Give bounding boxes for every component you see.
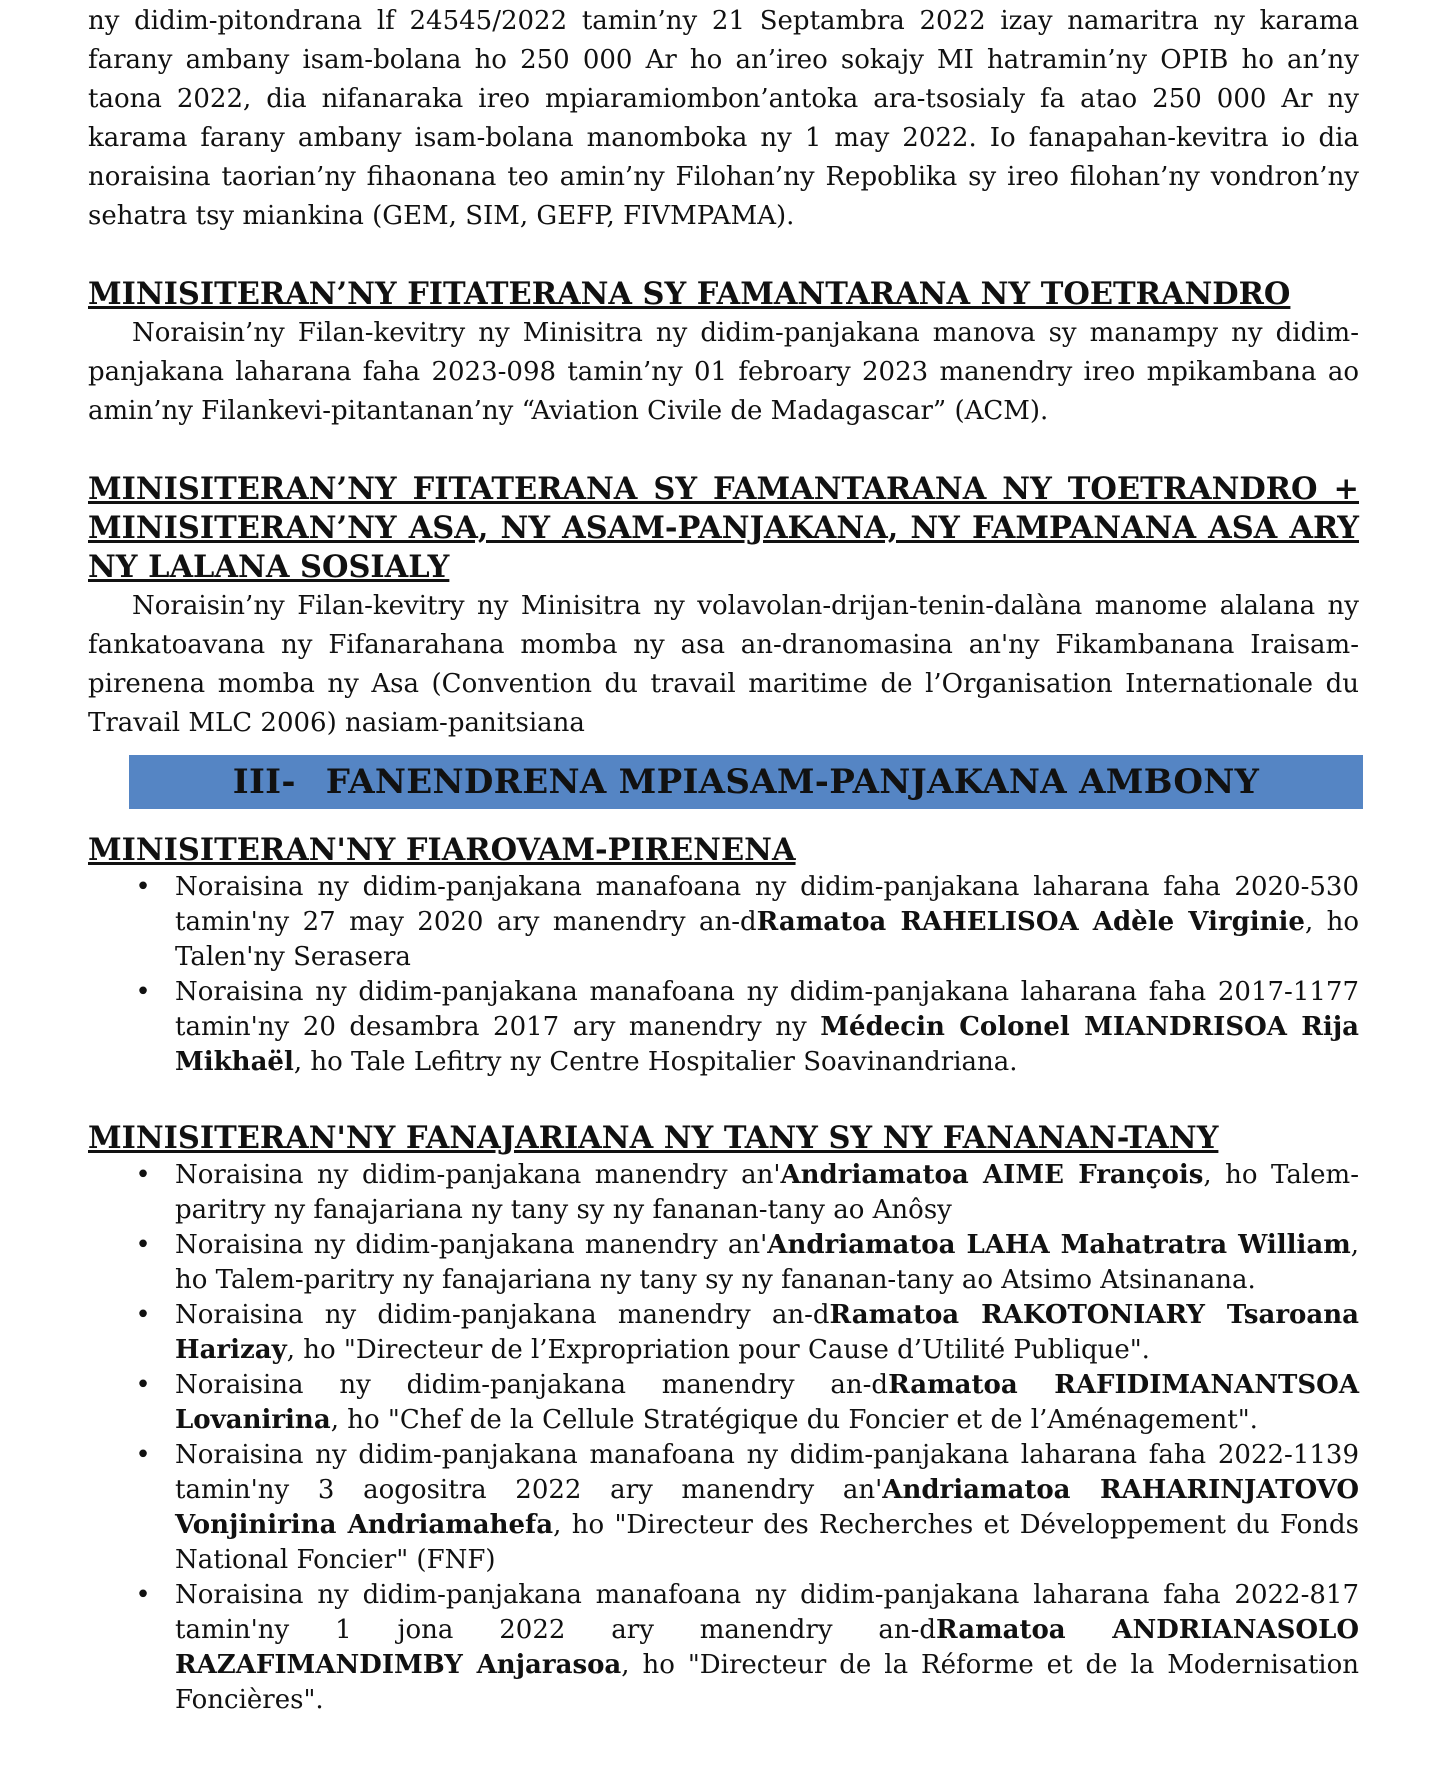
list-item: • Noraisina ny didim-panjakana manendry an'Andriamatoa AIME François, ho Talem-paritry ny fanajariana ny tany sy ny fananan-tany ao Anôsy [88, 1158, 1359, 1228]
spacer [88, 236, 1359, 275]
appointee-name: Andriamatoa AIME François [780, 1160, 1204, 1190]
bullet-icon: • [135, 1160, 151, 1190]
list-item: • Noraisina ny didim-panjakana manafoana ny didim-panjakana laharana faha 2017-1177 tamin'ny 20 desambra 2017 ary manendry ny Médecin Colonel MIANDRISOA Rija Mikhaël, ho Tale Lefitry ny Centre Hospitalier Soavinandriana. [88, 975, 1359, 1080]
spacer [88, 809, 1359, 831]
land-appointments-list [88, 1158, 1359, 1718]
bullet-icon: • [135, 1440, 151, 1470]
appointee-name: Ramatoa RAKOTONIARY Tsaroana Harizay [175, 1300, 1359, 1365]
bullet-icon: • [135, 1230, 151, 1260]
appointee-name: Médecin Colonel MIANDRISOA Rija Mikhaël [175, 1012, 1360, 1077]
heading-transport-ministry: MINISITERAN’NY FITATERANA SY FAMANTARANA NY TOETRANDRO [88, 276, 1291, 312]
transport-labor-paragraph: Noraisin’ny Filan-kevitry ny Minisitra ny volavolan-drijan-tenin-dalàna manome alalana ny fankatoavana ny Fifanarahana momba ny asa an-dranomasina an'ny Fikambanana Iraisam-pirenena momba ny Asa (Convention du travail maritime de l’Organisation Internationale du Travail MLC 2006) nasiam-panitsiana [88, 591, 1359, 738]
spacer [88, 431, 1359, 470]
document-page [0, 2, 1447, 1787]
list-item: • Noraisina ny didim-panjakana manafoana ny didim-panjakana laharana faha 2022-817 tamin'ny 1 jona 2022 ary manendry an-dRamatoa ANDRIANASOLO RAZAFIMANDIMBY Anjarasoa, ho "Directeur de la Réforme et de la Modernisation Foncières". [88, 1578, 1359, 1718]
list-item: • Noraisina ny didim-panjakana manendry an'Andriamatoa LAHA Mahatratra William, ho Talem-paritry ny fanajariana ny tany sy ny fananan-tany ao Atsimo Atsinanana. [88, 1228, 1359, 1298]
list-item: • Noraisina ny didim-panjakana manendry an-dRamatoa RAFIDIMANANTSOA Lovanirina, ho "Chef de la Cellule Stratégique du Foncier et de l’Aménagement". [88, 1368, 1359, 1438]
bullet-icon: • [135, 1300, 151, 1330]
heading-health-ministry: MINISITERAN'NY FIAROVAM-PIRENENA [88, 832, 796, 868]
heading-transport-labor-ministries: MINISITERAN’NY FITATERANA SY FAMANTARANA NY TOETRANDRO + MINISITERAN’NY ASA, NY ASAM-PANJAKANA, NY FAMPANANA ASA ARY NY LALANA SOSIALY [88, 471, 1359, 585]
section-banner [129, 755, 1363, 809]
appointee-name: Ramatoa ANDRIANASOLO RAZAFIMANDIMBY Anjarasoa [175, 1615, 1359, 1680]
transport-paragraph: Noraisin’ny Filan-kevitry ny Minisitra ny didim-panjakana manova sy manampy ny didim-panjakana laharana faha 2023-098 tamin’ny 01 febroary 2023 manendry ireo mpikambana ao amin’ny Filankevi-pitantanan’ny “Aviation Civile de Madagascar” (ACM). [88, 318, 1359, 426]
intro-paragraph: ny didim-pitondrana lf 24545/2022 tamin’ny 21 Septambra 2022 izay namaritra ny karama farany ambany isam-bolana ho 250 000 Ar ho an’ireo sokajy MI hatramin’ny OPIB ho an’ny taona 2022, dia nifanaraka ireo mpiaramiombon’antoka ara-tsosialy fa atao 250 000 Ar ny karama farany ambany isam-bolana manomboka ny 1 may 2022. Io fanapahan-kevitra io dia noraisina taorian’ny fihaonana teo amin’ny Filohan’ny Repoblika sy ireo filohan’ny vondron’ny sehatra tsy miankina (GEM, SIM, GEFP, FIVMPAMA). [88, 6, 1359, 231]
spacer [88, 1080, 1359, 1119]
appointee-name: Ramatoa RAHELISOA Adèle Virginie [756, 907, 1305, 937]
heading-land-ministry: MINISITERAN'NY FANAJARIANA NY TANY SY NY FANANAN-TANY [88, 1120, 1219, 1156]
banner-title: FANENDRENA MPIASAM-PANJAKANA AMBONY [325, 761, 1260, 802]
bullet-icon: • [135, 872, 151, 902]
list-item: • Noraisina ny didim-panjakana manafoana ny didim-panjakana laharana faha 2020-530 tamin'ny 27 may 2020 ary manendry an-dRamatoa RAHELISOA Adèle Virginie, ho Talen'ny Serasera [88, 870, 1359, 975]
health-appointments-list [88, 870, 1359, 1080]
banner-number: III- [232, 761, 296, 802]
list-item: • Noraisina ny didim-panjakana manendry an-dRamatoa RAKOTONIARY Tsaroana Harizay, ho "Directeur de l’Expropriation pour Cause d’Utilité Publique". [88, 1298, 1359, 1368]
appointee-name: Ramatoa RAFIDIMANANTSOA Lovanirina [175, 1370, 1359, 1435]
appointee-name: Andriamatoa LAHA Mahatratra William [767, 1230, 1351, 1260]
bullet-icon: • [135, 1370, 151, 1400]
appointee-name: Andriamatoa RAHARINJATOVO Vonjinirina Andriamahefa [175, 1475, 1360, 1540]
bullet-icon: • [135, 977, 151, 1007]
bullet-icon: • [135, 1580, 151, 1610]
list-item: • Noraisina ny didim-panjakana manafoana ny didim-panjakana laharana faha 2022-1139 tamin'ny 3 aogositra 2022 ary manendry an'Andriamatoa RAHARINJATOVO Vonjinirina Andriamahefa, ho "Directeur des Recherches et Développement du Fonds National Foncier" (FNF) [88, 1438, 1359, 1578]
